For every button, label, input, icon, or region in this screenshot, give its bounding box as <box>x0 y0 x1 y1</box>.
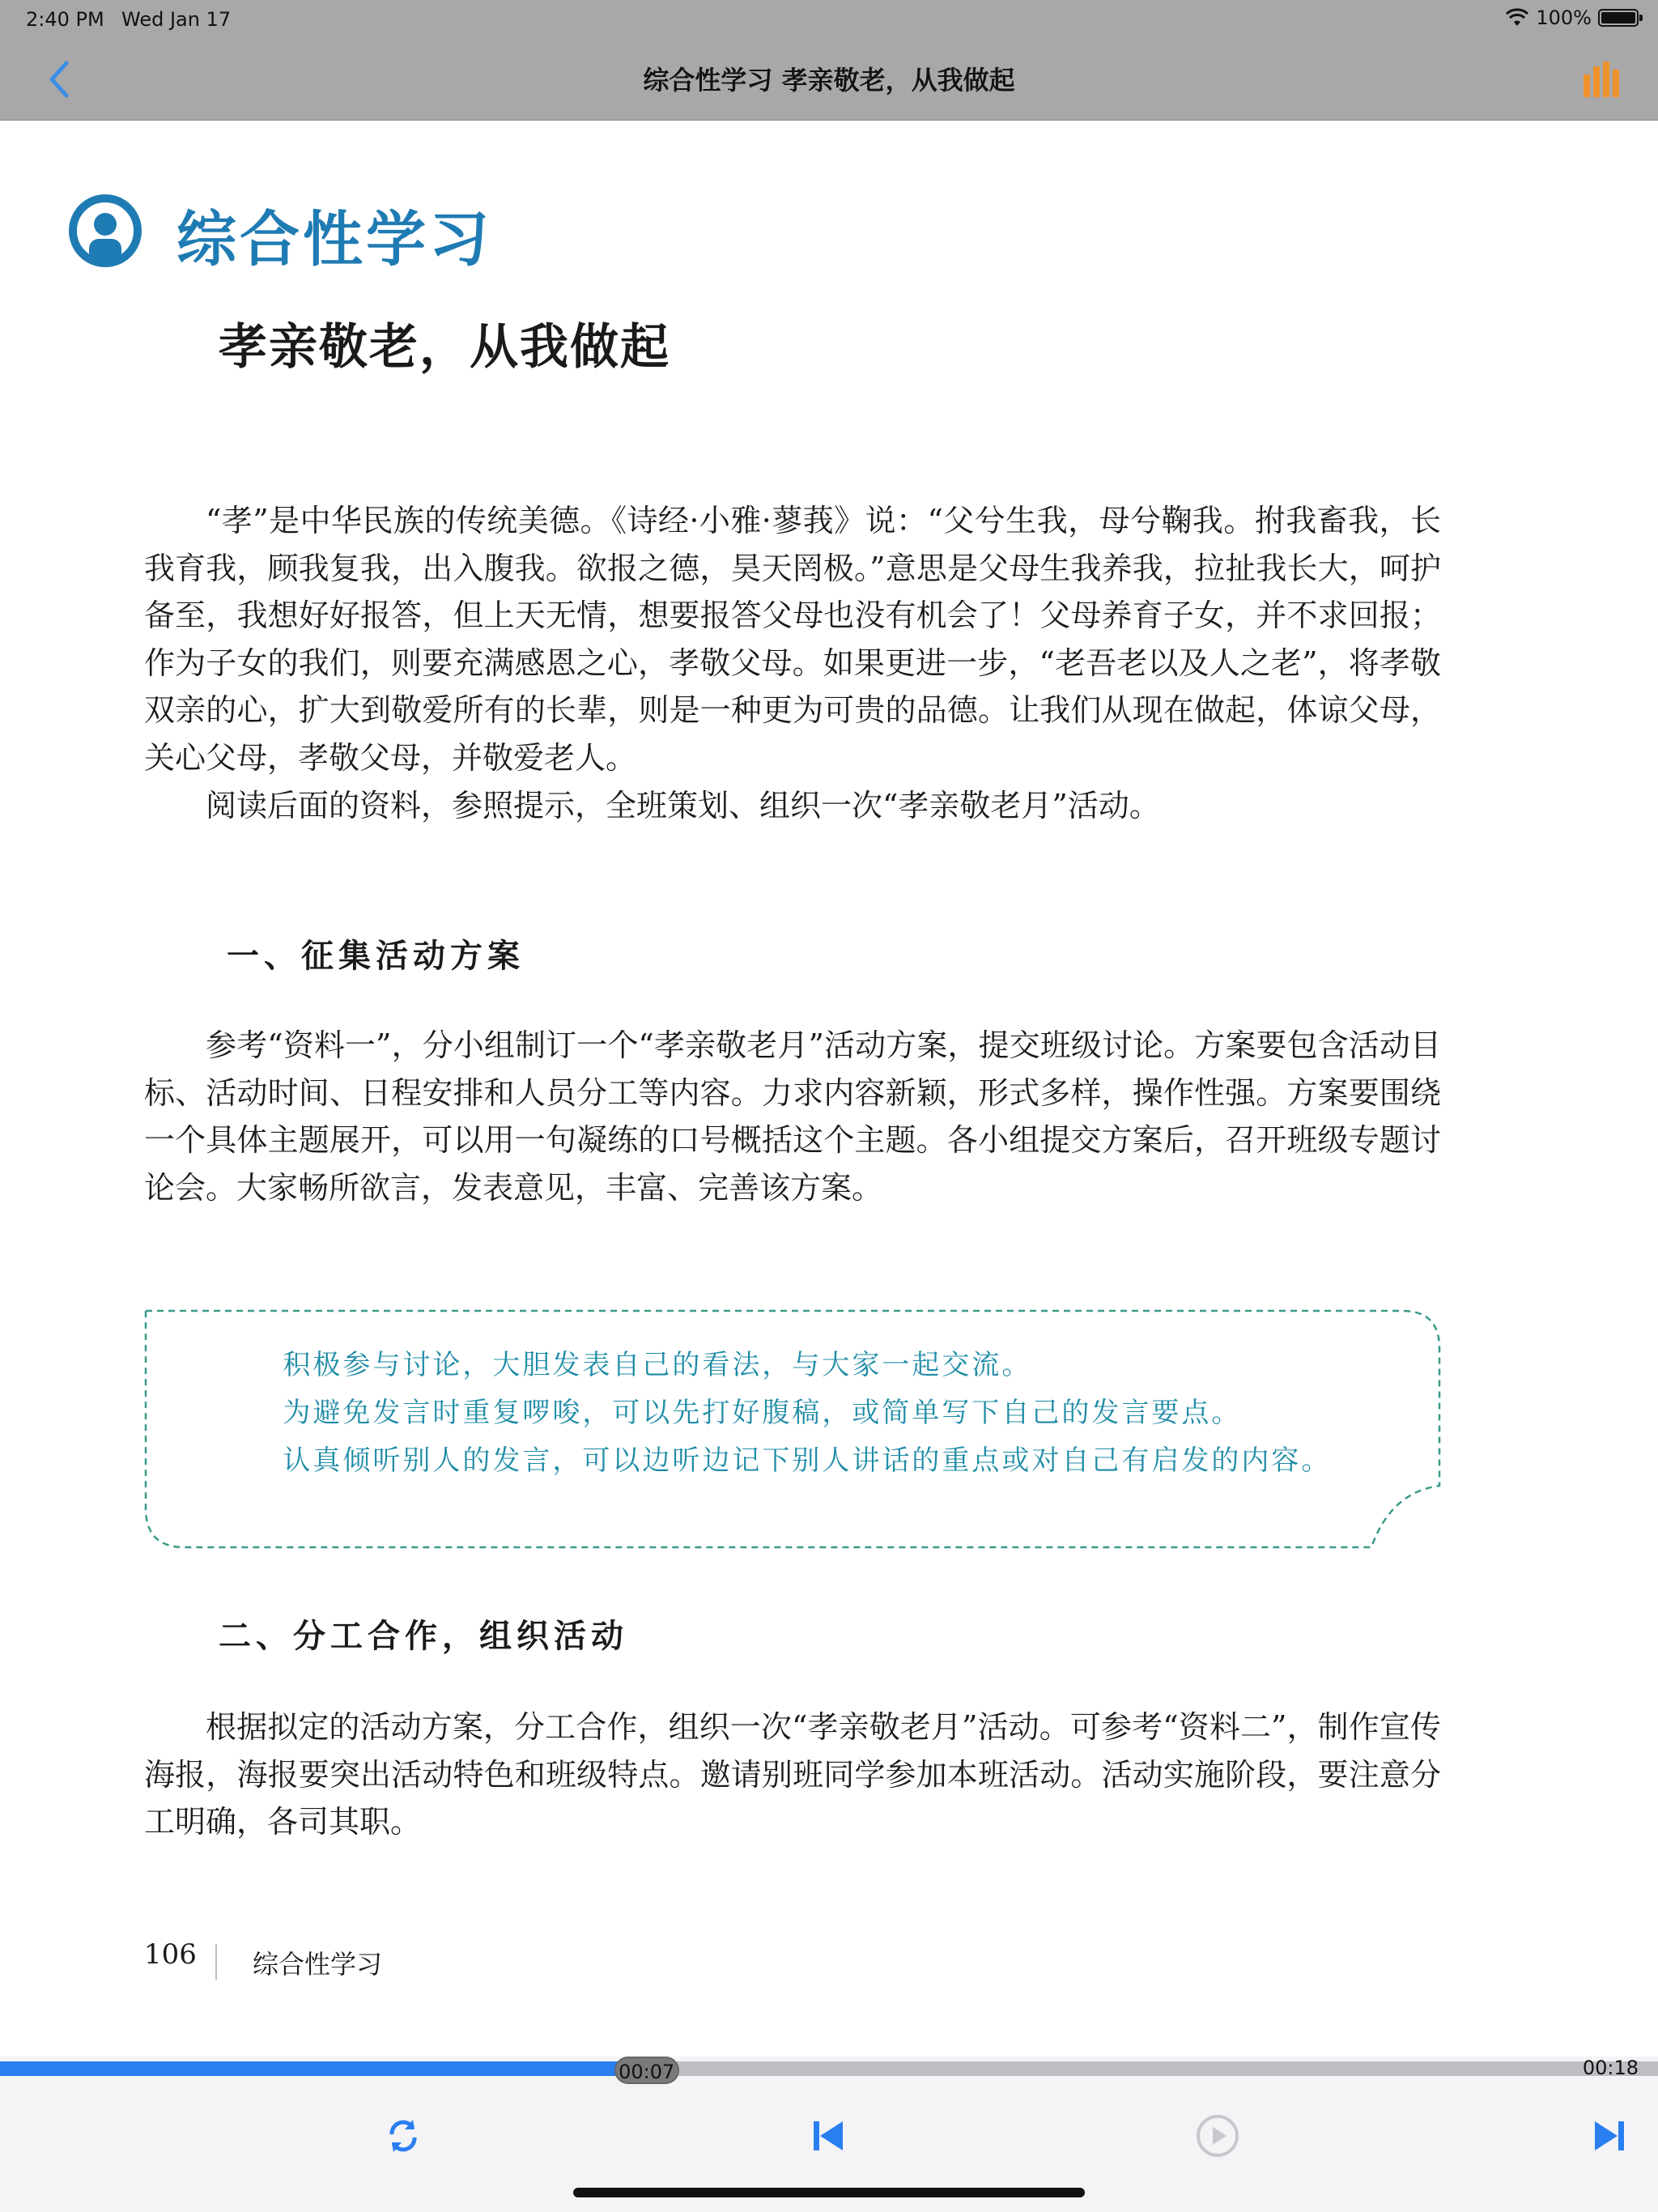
intro-text <box>144 497 1441 829</box>
nav-bar <box>0 39 1658 121</box>
home-indicator <box>573 2188 1085 2197</box>
heading-collect-plans: 一、征集活动方案 <box>227 937 525 975</box>
nav-title: 综合性学习 孝亲敬老，从我做起 <box>643 65 1015 96</box>
section-2-paragraph: 根据拟定的活动方案，分工合作，组织一次“孝亲敬老月”活动。可参考“资料二”，制作宣传海报，海报要突出活动特色和班级特点。邀请别班同学参加本班活动。活动实施阶段，要注意分工明确，各司其职。 <box>144 1709 1441 1840</box>
chapter-list-button[interactable] <box>1580 57 1626 102</box>
section-title: 综合性学习 <box>176 205 492 274</box>
tip-text <box>225 1342 1407 1485</box>
wifi-icon <box>1505 8 1529 28</box>
section-1-paragraph: 参考“资料一”，分小组制订一个“孝亲敬老月”活动方案，提交班级讨论。方案要包含活动目标、活动时间、日程安排和人员分工等内容。力求内容新颖，形式多样，操作性强。方案要围绕一个具体主题展开，可以用一句凝练的口号概括这个主题。各小组提交方案后，召开班级专题讨论会。大家畅所欲言，发表意见，丰富、完善该方案。 <box>144 1027 1441 1206</box>
battery-percent: 100% <box>1536 6 1592 29</box>
play-icon <box>1195 2113 1240 2159</box>
footer-divider <box>215 1944 217 1980</box>
tip-item: 为避免发言时重复啰唆，可以先打好腹稿，或简单写下自己的发言要点。 <box>283 1397 1242 1429</box>
skip-back-icon <box>806 2113 851 2159</box>
progress-fill <box>0 2061 647 2076</box>
play-button[interactable] <box>1195 2113 1240 2159</box>
repeat-button[interactable] <box>380 2113 426 2159</box>
previous-button[interactable] <box>806 2113 851 2159</box>
total-time: 00:18 <box>1582 2057 1639 2079</box>
tip-box <box>144 1309 1441 1549</box>
heading-organize-activity: 二、分工合作，组织活动 <box>219 1617 628 1655</box>
section-2-text <box>144 1704 1441 1846</box>
page-number: 106 <box>144 1938 197 1971</box>
tip-item: 认真倾听别人的发言，可以边听边记下别人讲话的重点或对自己有启发的内容。 <box>283 1444 1332 1477</box>
intro-paragraph: 阅读后面的资料，参照提示，全班策划、组织一次“孝亲敬老月”活动。 <box>206 787 1160 823</box>
status-time: 2:40 PM <box>26 8 104 31</box>
battery-icon <box>1598 9 1639 27</box>
intro-paragraph: “孝”是中华民族的传统美德。《诗经·小雅·蓼莪》说：“父兮生我，母兮鞠我。拊我畜我，长我育我，顾我复我，出入腹我。欲报之德，昊天罔极。”意思是父母生我养我，拉扯我长大，呵护备至，我想好好报答，但上天无情，想要报答父母也没有机会了！父母养育子女，并不求回报；作为子女的我们，则要充满感恩之心，孝敬父母。如果更进一步，“老吾老以及人之老”，将孝敬双亲的心，扩大到敬爱所有的长辈，则是一种更为可贵的品德。让我们从现在做起，体谅父母，关心父母，孝敬父母，并敬爱老人。 <box>144 503 1441 776</box>
refresh-icon <box>380 2113 426 2159</box>
bars-icon <box>1580 57 1626 102</box>
tip-item: 积极参与讨论，大胆发表自己的看法，与大家一起交流。 <box>283 1349 1032 1381</box>
textbook-page <box>0 121 1658 2064</box>
lesson-title: 孝亲敬老，从我做起 <box>219 319 670 376</box>
next-button[interactable] <box>1587 2113 1632 2159</box>
status-right <box>1505 6 1639 29</box>
current-time-thumb[interactable]: 00:07 <box>614 2057 679 2084</box>
skip-forward-icon <box>1587 2113 1632 2159</box>
footer-label: 综合性学习 <box>253 1949 383 1980</box>
person-badge-icon <box>68 194 142 268</box>
status-bar <box>0 0 1658 39</box>
section-1-text <box>144 1022 1441 1211</box>
progress-track[interactable] <box>0 2061 1658 2076</box>
status-date: Wed Jan 17 <box>121 8 232 31</box>
